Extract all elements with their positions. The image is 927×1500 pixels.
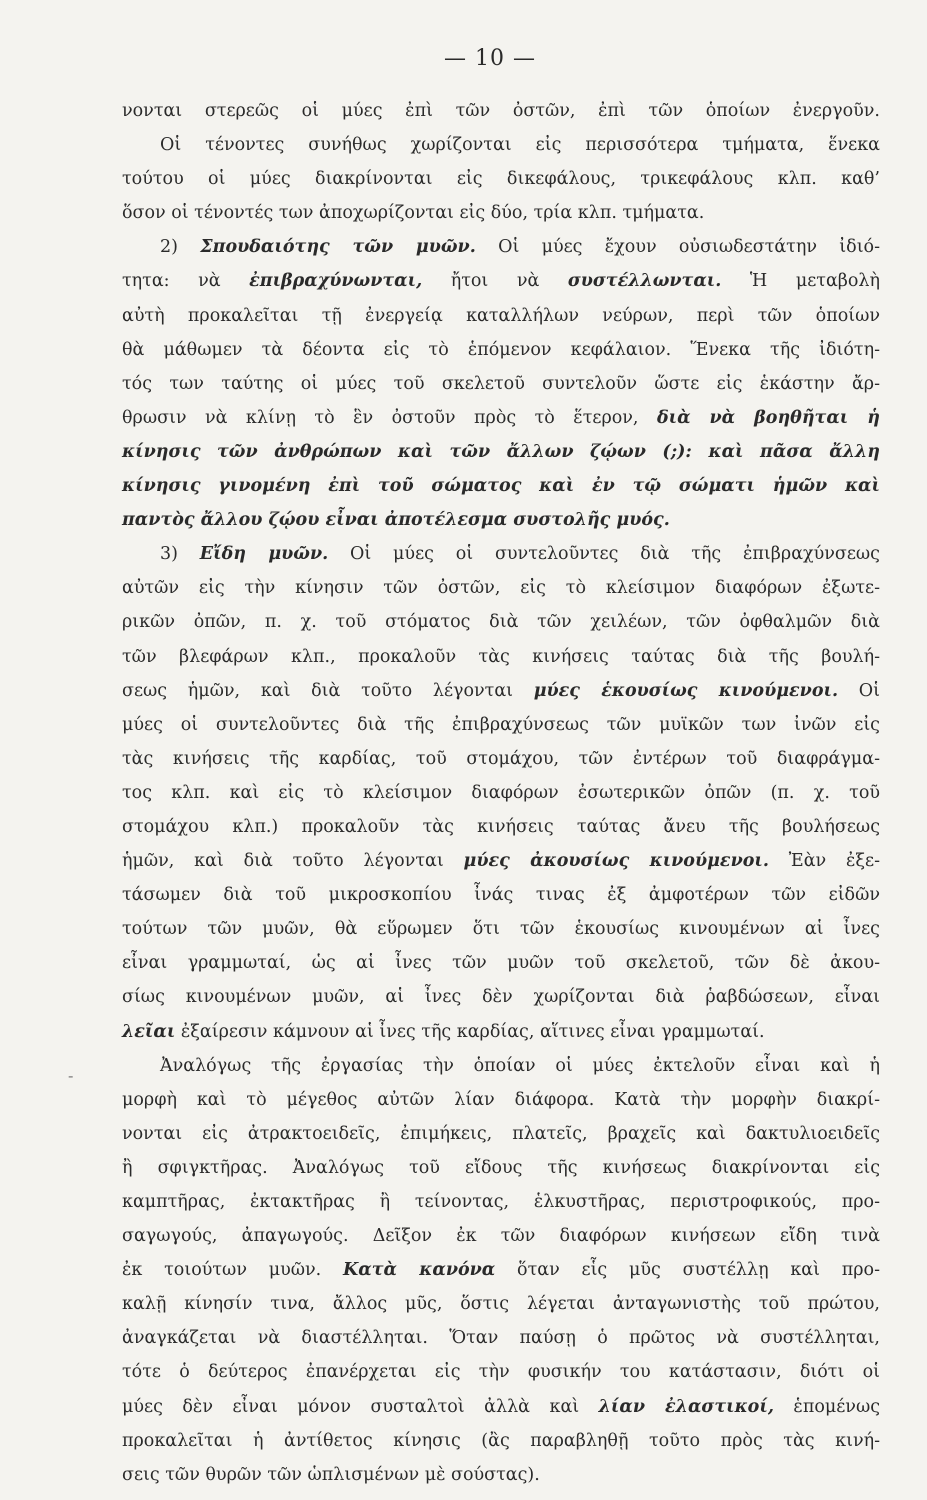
- text-run: ἤτοι νὰ: [422, 271, 568, 292]
- emphasis-text: μύες ἀκουσίως κινούμενοι.: [463, 851, 769, 872]
- text-run: τός των ταύτης οἱ μύες τοῦ σκελετοῦ συντελοῦν ὥστε εἰς ἑκάστην ἄρ-: [122, 373, 880, 394]
- text-line: [122, 1355, 880, 1389]
- text-run: αὐτὴ προκαλεῖται τῇ ἐνεργείᾳ καταλλήλων νεύρων, περὶ τῶν ὁποίων: [122, 305, 880, 326]
- text-line: [122, 878, 880, 912]
- text-line: [122, 435, 880, 469]
- emphasis-text: λίαν ἐλαστικοί,: [598, 1396, 774, 1417]
- emphasis-text: συστέλλωνται.: [567, 271, 722, 292]
- text-line: [122, 162, 880, 196]
- text-run: Ἡ μεταβολὴ: [721, 271, 880, 292]
- text-line: [122, 1151, 880, 1185]
- text-line: [122, 640, 880, 674]
- text-run: σαγωγούς, ἀπαγωγούς. Δεῖξον ἐκ τῶν διαφόρων κινήσεων εἴδη τινὰ: [122, 1226, 880, 1247]
- text-run: καλῇ κίνησίν τινα, ἄλλος μῦς, ὅστις λέγεται ἀνταγωνιστὴς τοῦ πρώτου,: [122, 1294, 880, 1315]
- text-run: τητα: νὰ: [122, 271, 250, 292]
- emphasis-text: Σπουδαιότης τῶν μυῶν.: [200, 237, 476, 258]
- text-line: [122, 401, 880, 435]
- text-run: 2): [160, 237, 201, 258]
- text-line: [122, 367, 880, 401]
- text-run: σεις τῶν θυρῶν τῶν ὡπλισμένων μὲ σούστας).: [122, 1464, 540, 1485]
- text-line: [122, 980, 880, 1014]
- text-run: σεως ἡμῶν, καὶ διὰ τοῦτο λέγονται: [122, 680, 534, 701]
- text-line: [122, 503, 880, 537]
- text-run: ἐξαίρεσιν κάμνουν αἱ ἶνες τῆς καρδίας, αἵτινες εἶναι γραμμωταί.: [175, 1021, 765, 1042]
- text-line: [122, 571, 880, 605]
- text-run: τὰς κινήσεις τῆς καρδίας, τοῦ στομάχου, τῶν ἐντέρων τοῦ διαφράγμα-: [122, 748, 880, 769]
- text-run: τάσωμεν διὰ τοῦ μικροσκοπίου ἶνάς τινας ἐξ ἀμφοτέρων τῶν εἰδῶν: [122, 885, 880, 906]
- text-run: ἡμῶν, καὶ διὰ τοῦτο λέγονται: [122, 851, 464, 872]
- page-number: — 10 —: [444, 46, 536, 71]
- text-line: [122, 469, 880, 503]
- text-line: [122, 1117, 880, 1151]
- text-run: ὅταν εἷς μῦς συστέλλῃ καὶ προ-: [495, 1260, 880, 1281]
- text-line: [122, 742, 880, 776]
- text-run: θὰ μάθωμεν τὰ δέοντα εἰς τὸ ἑπόμενον κεφάλαιον. Ἕνεκα τῆς ἰδιότη-: [122, 339, 880, 360]
- text-run: νονται στερεῶς οἱ μύες ἐπὶ τῶν ὀστῶν, ἐπὶ τῶν ὁποίων ἐνεργοῦν.: [122, 101, 880, 121]
- text-run: τότε ὁ δεύτερος ἐπανέρχεται εἰς τὴν φυσικήν του κατάστασιν, διότι οἱ: [122, 1362, 880, 1383]
- text-run: θρωσιν νὰ κλίνῃ τὸ ἓν ὀστοῦν πρὸς τὸ ἕτερον,: [122, 407, 657, 428]
- text-run: Οἱ τένοντες συνήθως χωρίζονται εἰς περισσότερα τμήματα, ἕνεκα: [160, 135, 880, 156]
- text-line: [122, 299, 880, 333]
- text-run: Ἀναλόγως τῆς ἐργασίας τὴν ὁποίαν οἱ μύες ἐκτελοῦν εἶναι καὶ ἡ: [160, 1055, 880, 1076]
- text-line: [122, 1015, 880, 1049]
- text-run: Ἐὰν ἐξε-: [768, 851, 880, 872]
- text-run: καμπτῆρας, ἐκτακτῆρας ἢ τείνοντας, ἑλκυστῆρας, περιστροφικούς, προ-: [122, 1192, 880, 1212]
- emphasis-text: παντὸς ἄλλου ζῴου εἶναι ἀποτέλεσμα συστολῆς μυός.: [122, 510, 670, 531]
- text-line: [122, 674, 880, 708]
- emphasis-text: λεῖαι: [122, 1021, 176, 1042]
- text-run: σίως κινουμένων μυῶν, αἱ ἶνες δὲν χωρίζονται διὰ ῥαβδώσεων, εἶναι: [122, 987, 880, 1008]
- text-run: μορφὴ καὶ τὸ μέγεθος αὐτῶν λίαν διάφορα. Κατὰ τὴν μορφὴν διακρί-: [122, 1089, 880, 1110]
- text-line: [122, 1185, 880, 1219]
- text-line: [122, 537, 880, 571]
- text-run: νονται εἰς ἀτρακτοειδεῖς, ἐπιμήκεις, πλατεῖς, βραχεῖς καὶ δακτυλιοειδεῖς: [122, 1123, 880, 1144]
- text-line: [122, 844, 880, 878]
- text-line: [122, 1321, 880, 1355]
- text-run: εἶναι γραμμωταί, ὡς αἱ ἶνες τῶν μυῶν τοῦ σκελετοῦ, τῶν δὲ ἀκου-: [122, 953, 880, 974]
- margin-mark: -: [68, 1066, 74, 1085]
- text-run: Οἱ μύες ἔχουν οὐσιωδεστάτην ἰδιό-: [475, 237, 880, 258]
- text-line: [122, 1049, 880, 1083]
- text-line: [122, 230, 880, 264]
- emphasis-text: διὰ νὰ βοηθῆται ἡ: [656, 407, 880, 428]
- text-run: μύες οἱ συντελοῦντες διὰ τῆς ἐπιβραχύνσεως τῶν μυϊκῶν των ἰνῶν εἰς: [122, 714, 880, 735]
- text-line: [122, 1083, 880, 1117]
- emphasis-text: Εἴδη μυῶν.: [199, 544, 329, 565]
- text-run: αὐτῶν εἰς τὴν κίνησιν τῶν ὀστῶν, εἰς τὸ κλείσιμον διαφόρων ἐξωτε-: [122, 578, 880, 599]
- text-line: [122, 1287, 880, 1321]
- text-line: [122, 1253, 880, 1287]
- text-line: [122, 94, 880, 128]
- text-line: [122, 605, 880, 639]
- text-run: ἐκ τοιούτων μυῶν.: [122, 1260, 344, 1281]
- text-run: ἑπομένως: [773, 1396, 881, 1417]
- text-line: [122, 708, 880, 742]
- text-run: τῶν βλεφάρων κλπ., προκαλοῦν τὰς κινήσεις ταύτας διὰ τῆς βουλή-: [122, 646, 880, 667]
- text-line: [122, 946, 880, 980]
- text-line: [122, 196, 880, 230]
- text-line: [122, 776, 880, 810]
- text-run: ὅσον οἱ τένοντές των ἀποχωρίζονται εἰς δύο, τρία κλπ. τμήματα.: [122, 203, 705, 224]
- emphasis-text: ἐπιβραχύνωνται,: [249, 271, 423, 292]
- text-line: [122, 1390, 880, 1424]
- text-line: [122, 128, 880, 162]
- text-line: [122, 1424, 880, 1458]
- text-run: μύες δὲν εἶναι μόνον συσταλτοὶ ἀλλὰ καὶ: [122, 1396, 599, 1417]
- text-line: [122, 264, 880, 298]
- emphasis-text: κίνησις γινομένη ἐπὶ τοῦ σώματος καὶ ἐν τῷ σώματι ἡμῶν καὶ: [122, 476, 880, 497]
- text-run: προκαλεῖται ἡ ἀντίθετος κίνησις (ἂς παραβληθῇ τοῦτο πρὸς τὰς κινή-: [122, 1430, 880, 1451]
- text-run: Οἱ μύες οἱ συντελοῦντες διὰ τῆς ἐπιβραχύνσεως: [328, 544, 880, 565]
- text-run: στομάχου κλπ.) προκαλοῦν τὰς κινήσεις ταύτας ἄνευ τῆς βουλήσεως: [122, 816, 880, 837]
- text-line: [122, 1219, 880, 1253]
- text-run: 3): [160, 544, 200, 565]
- text-run: τούτου οἱ μύες διακρίνονται εἰς δικεφάλους, τρικεφάλους κλπ. καθ’: [122, 169, 880, 190]
- text-run: ρικῶν ὀπῶν, π. χ. τοῦ στόματος διὰ τῶν χειλέων, τῶν ὀφθαλμῶν διὰ: [122, 612, 880, 633]
- emphasis-text: μύες ἑκουσίως κινούμενοι.: [533, 680, 839, 701]
- text-run: τος κλπ. καὶ εἰς τὸ κλείσιμον διαφόρων ἐσωτερικῶν ὀπῶν (π. χ. τοῦ: [122, 782, 880, 803]
- text-run: ἢ σφιγκτῆρας. Ἀναλόγως τοῦ εἴδους τῆς κινήσεως διακρίνονται εἰς: [122, 1157, 880, 1178]
- text-line: [122, 912, 880, 946]
- emphasis-text: κίνησις τῶν ἀνθρώπων καὶ τῶν ἄλλων ζῴων (;): καὶ πᾶσα ἄλλη: [122, 441, 880, 462]
- text-run: ἀναγκάζεται νὰ διαστέλληται. Ὅταν παύσῃ ὁ πρῶτος νὰ συστέλληται,: [122, 1328, 880, 1349]
- body-text: [122, 94, 880, 1492]
- text-line: [122, 1458, 880, 1492]
- text-run: Οἱ: [838, 680, 880, 701]
- emphasis-text: Κατὰ κανόνα: [343, 1260, 496, 1281]
- text-line: [122, 810, 880, 844]
- text-line: [122, 333, 880, 367]
- text-run: τούτων τῶν μυῶν, θὰ εὕρωμεν ὅτι τῶν ἑκουσίως κινουμένων αἱ ἶνες: [122, 919, 880, 940]
